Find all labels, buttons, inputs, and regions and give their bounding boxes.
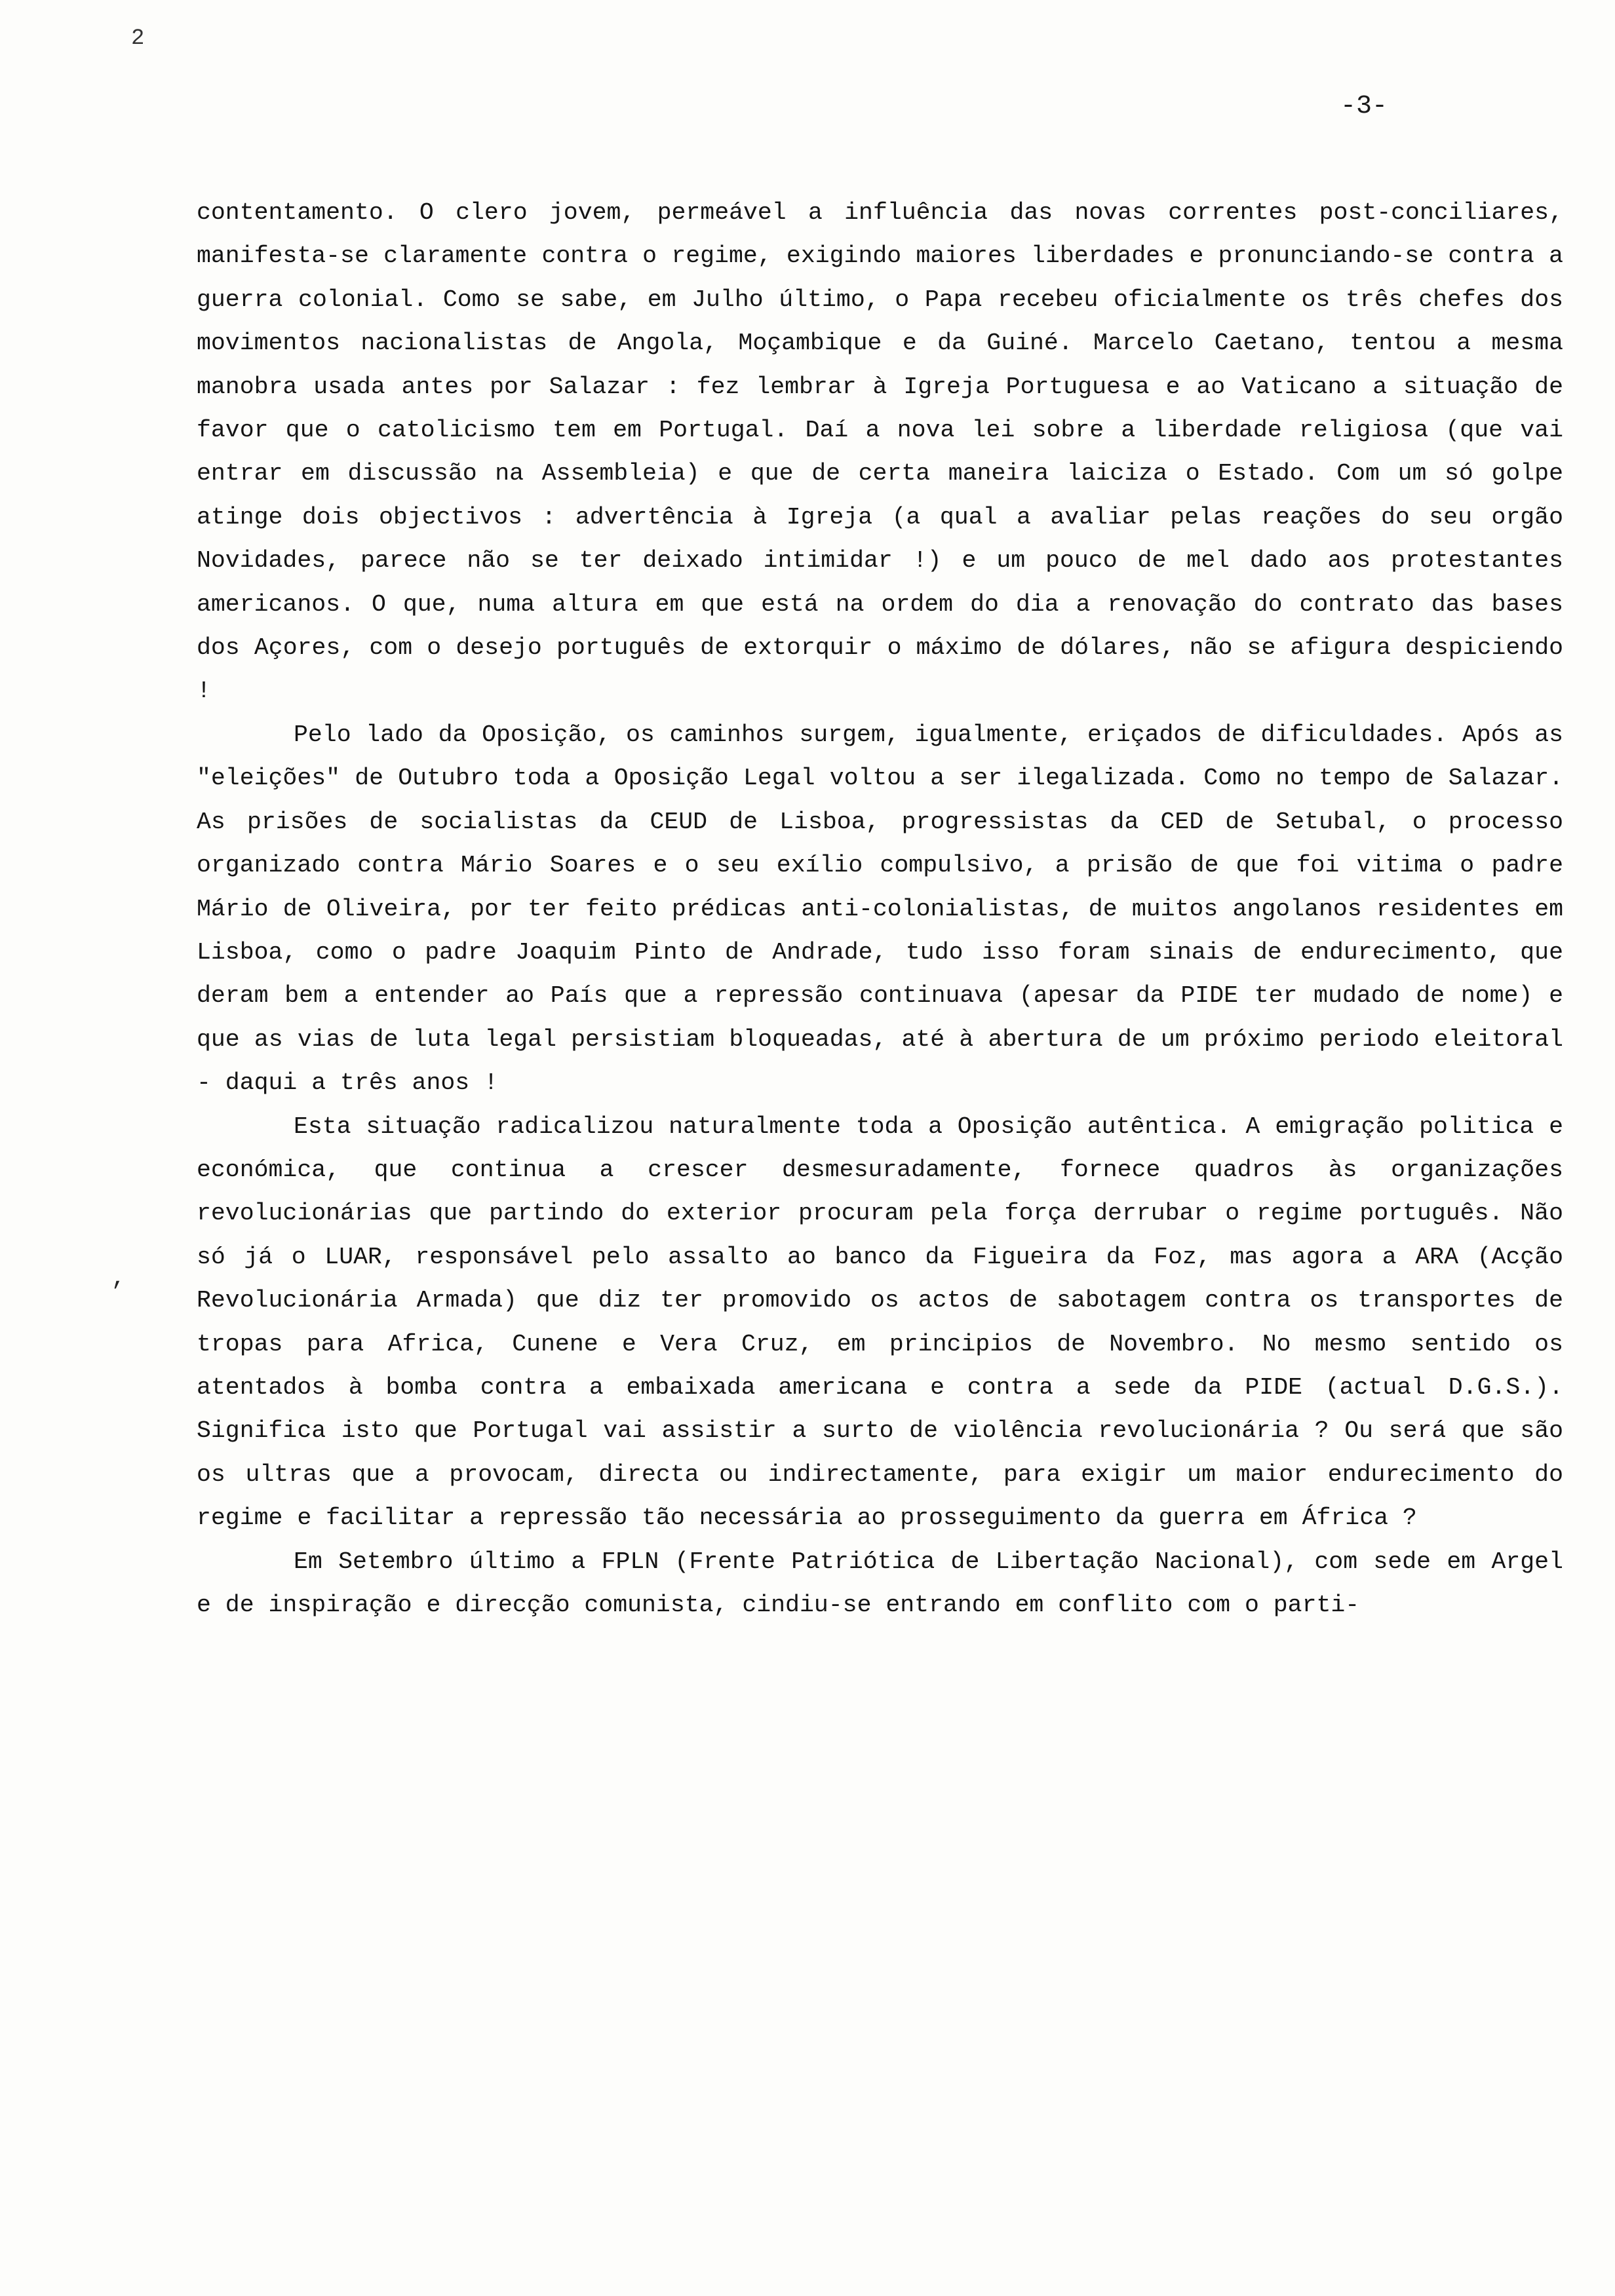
paragraph: Esta situação radicalizou naturalmente toda a Oposição autêntica. A emigração politica e económica, que continua a crescer desmesuradamente, fornece quadros às organizações revolucionárias que partindo do exterior procuram pela força derrubar o regime português. Não só já o LUAR, responsável pelo assalto ao banco da Figueira da Foz, mas agora a ARA (Acção Revolucionária Armada) que diz ter promovido os actos de sabotagem contra os transportes de tropas para Africa, Cunene e Vera Cruz, em principios de Novembro. No mesmo sentido os atentados à bomba contra a embaixada americana e contra a sede da PIDE (actual D.G.S.). Significa isto que Portugal vai assistir a surto de violência revolucionária ? Ou será que são os ultras que a provocam, directa ou indirectamente, para exigir um maior endurecimento do regime e facilitar a repressão tão necessária ao prosseguimento da guerra em África ? [197, 1113, 1563, 1532]
paragraph: contentamento. O clero jovem, permeável a influência das novas correntes post-conciliares, manifesta-se claramente contra o regime, exigindo maiores liberdades e pronunciando-se contra a guerra colonial. Como se sabe, em Julho último, o Papa recebeu oficialmente os três chefes dos movimentos nacionalistas de Angola, Moçambique e da Guiné. Marcelo Caetano, tentou a mesma manobra usada antes por Salazar : fez lembrar à Igreja Portuguesa e ao Vaticano a situação de favor que o catolicismo tem em Portugal. Daí a nova lei sobre a liberdade religiosa (que vai entrar em discussão na Assembleia) e que de certa maneira laiciza o Estado. Com um só golpe atinge dois objectivos : advertência à Igreja (a qual a avaliar pelas reações do seu orgão Novidades, parece não se ter deixado intimidar !) e um pouco de mel dado aos protestantes americanos. O que, numa altura em que está na ordem do dia a renovação do contrato das bases dos Açores, com o desejo português de extorquir o máximo de dólares, não se afigura despiciendo ! [197, 199, 1563, 705]
paragraph: Em Setembro último a FPLN (Frente Patriótica de Libertação Nacional), com sede em Argel e de inspiração e direcção comunista, cindiu-se entrando em conflito com o parti- [197, 1548, 1563, 1618]
page-number: -3- [1340, 92, 1388, 121]
margin-mark: , [111, 1265, 126, 1292]
body-text [197, 191, 1563, 1627]
corner-mark: 2 [131, 26, 145, 51]
paragraph: Pelo lado da Oposição, os caminhos surgem, igualmente, eriçados de dificuldades. Após as "eleições" de Outubro toda a Oposição Legal voltou a ser ilegalizada. Como no tempo de Salazar. As prisões de socialistas da CEUD de Lisboa, progressistas da CED de Setubal, o processo organizado contra Mário Soares e o seu exílio compulsivo, a prisão de que foi vitima o padre Mário de Oliveira, por ter feito prédicas anti-colonialistas, de muitos angolanos residentes em Lisboa, como o padre Joaquim Pinto de Andrade, tudo isso foram sinais de endurecimento, que deram bem a entender ao País que a repressão continuava (apesar da PIDE ter mudado de nome) e que as vias de luta legal persistiam bloqueadas, até à abertura de um próximo periodo eleitoral - daqui a três anos ! [197, 721, 1563, 1097]
